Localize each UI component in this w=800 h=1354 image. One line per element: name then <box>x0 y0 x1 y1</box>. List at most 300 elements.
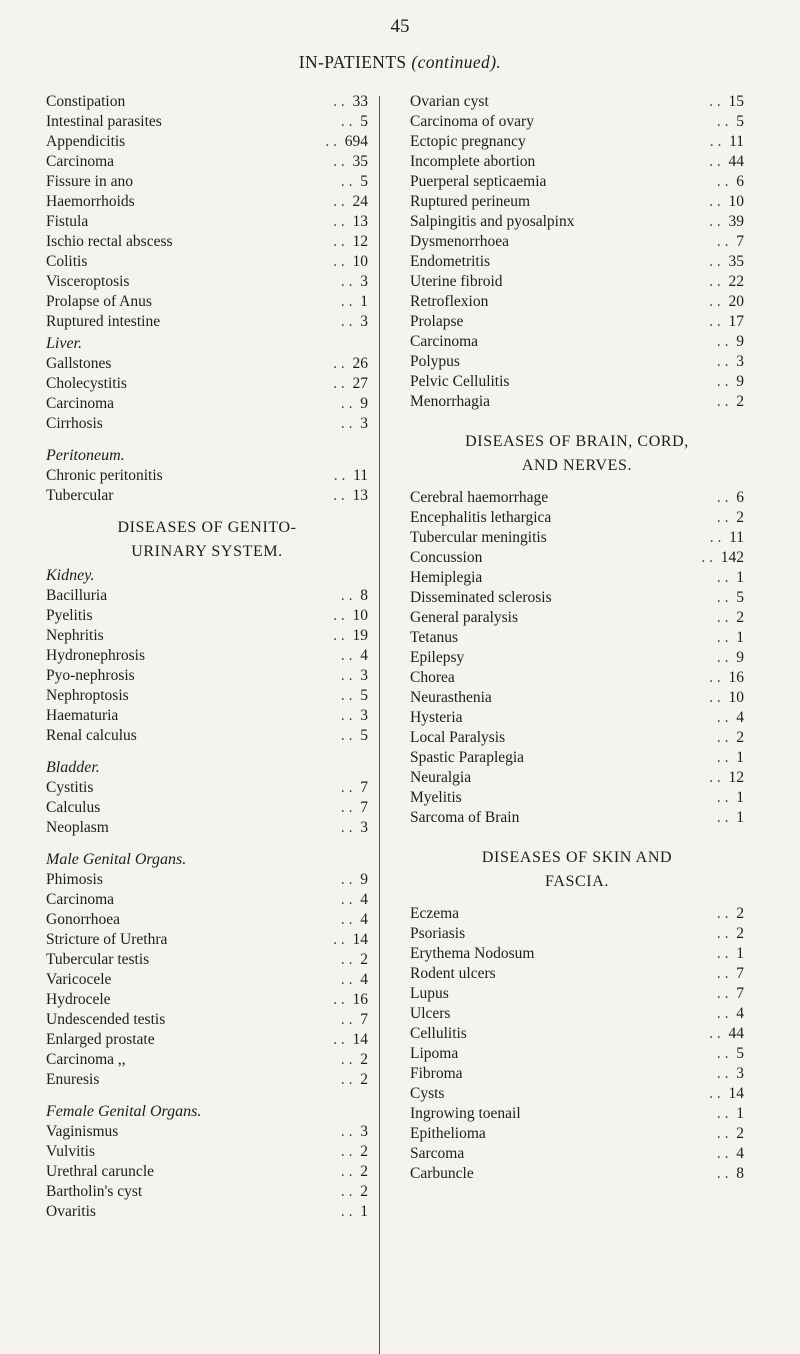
row-label: Ovaritis <box>46 1203 96 1220</box>
subsection-title-male-genital: Male Genital Organs. <box>46 851 187 868</box>
table-row <box>410 964 744 984</box>
row-label: Tetanus <box>410 629 458 646</box>
table-row <box>410 1004 744 1024</box>
row-count: . . 2 <box>306 1050 368 1070</box>
row-count: . . 1 <box>682 808 744 828</box>
table-row <box>46 112 368 132</box>
row-count: . . 4 <box>682 1004 744 1024</box>
table-row <box>410 768 744 788</box>
row-count: . . 6 <box>682 488 744 508</box>
table-row <box>410 232 744 252</box>
table-row <box>410 588 744 608</box>
row-count: . . 26 <box>306 354 368 374</box>
row-label: Cellulitis <box>410 1025 467 1042</box>
row-count: . . 39 <box>682 212 744 232</box>
heading-continued: (continued). <box>411 52 502 72</box>
table-row <box>46 646 368 666</box>
row-count: . . 10 <box>682 688 744 708</box>
row-label: Calculus <box>46 799 101 816</box>
section-title-skin-2: FASCIA. <box>545 873 609 890</box>
table-row <box>410 1104 744 1124</box>
row-count: . . 44 <box>682 152 744 172</box>
table-row <box>410 944 744 964</box>
row-label: Carcinoma <box>46 891 115 908</box>
row-label: Ruptured intestine <box>46 313 161 330</box>
table-row <box>410 728 744 748</box>
row-label: Bartholin's cyst <box>46 1183 143 1200</box>
row-count: . . 13 <box>306 212 368 232</box>
row-label: Phimosis <box>46 871 103 888</box>
row-count: . . 44 <box>682 1024 744 1044</box>
skin-list <box>410 904 744 1184</box>
row-label: Lipoma <box>410 1045 459 1062</box>
row-label: Epilepsy <box>410 649 465 666</box>
table-row <box>46 466 368 486</box>
row-label: Constipation <box>46 93 126 110</box>
table-row <box>410 984 744 1004</box>
row-count: . . 1 <box>306 292 368 312</box>
row-label: Varicocele <box>46 971 112 988</box>
row-label: Cysts <box>410 1085 445 1102</box>
table-row <box>410 688 744 708</box>
row-label: Prolapse <box>410 313 464 330</box>
digestive-list <box>46 92 368 332</box>
table-row <box>410 332 744 352</box>
table-row <box>410 312 744 332</box>
row-count: . . 4 <box>306 890 368 910</box>
row-count: . . 12 <box>306 232 368 252</box>
table-row <box>410 252 744 272</box>
row-count: . . 16 <box>682 668 744 688</box>
table-row <box>410 212 744 232</box>
row-count: . . 2 <box>306 950 368 970</box>
row-count: . . 4 <box>306 910 368 930</box>
row-count: . . 9 <box>306 870 368 890</box>
table-row <box>46 890 368 910</box>
row-count: . . 142 <box>682 548 744 568</box>
row-count: . . 9 <box>682 332 744 352</box>
row-label: Neuralgia <box>410 769 472 786</box>
table-row <box>410 392 744 412</box>
row-label: Rodent ulcers <box>410 965 496 982</box>
row-count: . . 1 <box>682 628 744 648</box>
row-label: Hysteria <box>410 709 463 726</box>
table-row <box>46 132 368 152</box>
row-label: Cystitis <box>46 779 94 796</box>
row-label: Carcinoma ,, <box>46 1051 126 1068</box>
row-label: Sarcoma of Brain <box>410 809 520 826</box>
table-row <box>410 1124 744 1144</box>
table-row <box>410 1164 744 1184</box>
table-row <box>46 1202 368 1222</box>
row-count: . . 1 <box>682 788 744 808</box>
subsection-title-bladder: Bladder. <box>46 759 100 776</box>
row-label: Hydronephrosis <box>46 647 146 664</box>
row-label: Sarcoma <box>410 1145 465 1162</box>
row-label: Ingrowing toenail <box>410 1105 521 1122</box>
row-label: Fissure in ano <box>46 173 133 190</box>
row-label: Fibroma <box>410 1065 463 1082</box>
table-row <box>46 92 368 112</box>
row-count: . . 6 <box>682 172 744 192</box>
row-label: Myelitis <box>410 789 462 806</box>
row-count: . . 7 <box>306 798 368 818</box>
row-label: Carbuncle <box>410 1165 474 1182</box>
row-count: . . 3 <box>306 666 368 686</box>
row-label: Intestinal parasites <box>46 113 162 130</box>
row-count: . . 3 <box>306 818 368 838</box>
row-label: Neurasthenia <box>410 689 492 706</box>
subsection-title-kidney: Kidney. <box>46 567 95 584</box>
row-count: . . 1 <box>682 748 744 768</box>
row-label: Puerperal septicaemia <box>410 173 547 190</box>
table-row <box>46 970 368 990</box>
row-label: Local Paralysis <box>410 729 506 746</box>
row-label: Appendicitis <box>46 133 126 150</box>
table-row <box>46 1122 368 1142</box>
row-label: Ischio rectal abscess <box>46 233 173 250</box>
row-label: Epithelioma <box>410 1125 486 1142</box>
row-count: . . 10 <box>682 192 744 212</box>
table-row <box>410 528 744 548</box>
row-label: Uterine fibroid <box>410 273 503 290</box>
table-row <box>46 950 368 970</box>
table-row <box>46 586 368 606</box>
row-count: . . 4 <box>682 708 744 728</box>
table-row <box>46 192 368 212</box>
row-count: . . 4 <box>682 1144 744 1164</box>
row-label: Spastic Paraplegia <box>410 749 525 766</box>
row-count: . . 11 <box>682 528 744 548</box>
row-label: Endometritis <box>410 253 491 270</box>
table-row <box>46 354 368 374</box>
row-count: . . 10 <box>306 606 368 626</box>
table-row <box>46 172 368 192</box>
table-row <box>46 990 368 1010</box>
table-row <box>410 788 744 808</box>
row-label: Menorrhagia <box>410 393 491 410</box>
table-row <box>46 606 368 626</box>
row-label: Vaginismus <box>46 1123 119 1140</box>
row-label: Nephroptosis <box>46 687 129 704</box>
table-row <box>46 486 368 506</box>
table-row <box>46 686 368 706</box>
section-title-brain-1: DISEASES OF BRAIN, CORD, <box>465 433 689 450</box>
row-count: . . 3 <box>682 352 744 372</box>
row-count: . . 19 <box>306 626 368 646</box>
row-count: . . 1 <box>682 568 744 588</box>
table-row <box>46 232 368 252</box>
row-label: Tubercular testis <box>46 951 150 968</box>
table-row <box>410 808 744 828</box>
row-count: . . 22 <box>682 272 744 292</box>
row-label: Colitis <box>46 253 88 270</box>
subsection-title-liver: Liver. <box>46 335 82 352</box>
row-count: . . 13 <box>306 486 368 506</box>
row-count: . . 27 <box>306 374 368 394</box>
row-count: . . 5 <box>682 1044 744 1064</box>
row-label: Vulvitis <box>46 1143 96 1160</box>
section-title-brain-2: AND NERVES. <box>521 457 633 474</box>
row-count: . . 2 <box>682 1124 744 1144</box>
row-count: . . 5 <box>306 172 368 192</box>
table-row <box>46 152 368 172</box>
table-row <box>46 930 368 950</box>
table-row <box>46 252 368 272</box>
table-row <box>46 1182 368 1202</box>
row-count: . . 3 <box>682 1064 744 1084</box>
row-count: . . 8 <box>682 1164 744 1184</box>
table-row <box>410 192 744 212</box>
row-label: Nephritis <box>46 627 104 644</box>
row-count: . . 4 <box>306 970 368 990</box>
table-row <box>410 292 744 312</box>
table-row <box>46 870 368 890</box>
section-title-genito-urinary-2: URINARY SYSTEM. <box>131 543 283 560</box>
table-row <box>410 92 744 112</box>
row-label: Erythema Nodosum <box>410 945 535 962</box>
bladder-list <box>46 778 368 838</box>
row-count: . . 11 <box>682 132 744 152</box>
row-count: . . 7 <box>682 232 744 252</box>
male-genital-list <box>46 870 368 1090</box>
row-count: . . 4 <box>306 646 368 666</box>
row-label: Polypus <box>410 353 460 370</box>
row-count: . . 2 <box>306 1142 368 1162</box>
table-row <box>410 112 744 132</box>
table-row <box>410 648 744 668</box>
row-label: Carcinoma <box>46 153 115 170</box>
row-label: Carcinoma <box>46 395 115 412</box>
table-row <box>410 1144 744 1164</box>
row-count: . . 2 <box>682 728 744 748</box>
subsection-title-peritoneum: Peritoneum. <box>46 447 125 464</box>
female-genital-list <box>46 1122 368 1222</box>
page-heading <box>0 52 800 73</box>
section-title-skin-1: DISEASES OF SKIN AND <box>481 849 673 866</box>
row-label: Psoriasis <box>410 925 466 942</box>
table-row <box>410 904 744 924</box>
row-count: . . 694 <box>306 132 368 152</box>
row-count: . . 2 <box>682 392 744 412</box>
row-label: Cholecystitis <box>46 375 127 392</box>
heading-main: IN-PATIENTS <box>298 52 407 72</box>
table-row <box>410 568 744 588</box>
table-row <box>410 172 744 192</box>
table-row <box>410 372 744 392</box>
row-count: . . 2 <box>682 924 744 944</box>
table-row <box>410 708 744 728</box>
row-count: . . 3 <box>306 312 368 332</box>
table-row <box>46 1050 368 1070</box>
row-count: . . 2 <box>682 508 744 528</box>
row-label: Haematuria <box>46 707 119 724</box>
row-label: Stricture of Urethra <box>46 931 168 948</box>
table-row <box>410 352 744 372</box>
row-count: . . 33 <box>306 92 368 112</box>
row-count: . . 2 <box>682 608 744 628</box>
row-label: Neoplasm <box>46 819 109 836</box>
row-label: Pyelitis <box>46 607 93 624</box>
row-label: Carcinoma <box>410 333 479 350</box>
row-label: Bacilluria <box>46 587 108 604</box>
row-label: Carcinoma of ovary <box>410 113 534 130</box>
table-row <box>46 414 368 434</box>
row-label: Cerebral haemorrhage <box>410 489 549 506</box>
table-row <box>46 818 368 838</box>
table-row <box>410 1064 744 1084</box>
row-label: Retroflexion <box>410 293 489 310</box>
table-row <box>46 272 368 292</box>
row-count: . . 8 <box>306 586 368 606</box>
table-row <box>46 312 368 332</box>
row-count: . . 1 <box>682 944 744 964</box>
female-genital-continued-list <box>410 92 744 412</box>
table-row <box>46 626 368 646</box>
row-count: . . 3 <box>306 414 368 434</box>
row-count: . . 5 <box>306 686 368 706</box>
row-label: Urethral caruncle <box>46 1163 155 1180</box>
row-label: Salpingitis and pyosalpinx <box>410 213 575 230</box>
page-number: 45 <box>390 16 410 37</box>
table-row <box>410 548 744 568</box>
row-label: Ulcers <box>410 1005 451 1022</box>
table-row <box>46 374 368 394</box>
row-count: . . 1 <box>306 1202 368 1222</box>
table-row <box>410 1024 744 1044</box>
row-count: . . 11 <box>306 466 368 486</box>
table-row <box>410 152 744 172</box>
row-count: . . 7 <box>306 1010 368 1030</box>
row-label: Hemiplegia <box>410 569 483 586</box>
row-label: Undescended testis <box>46 1011 166 1028</box>
table-row <box>410 608 744 628</box>
row-count: . . 12 <box>682 768 744 788</box>
row-label: Pyo-nephrosis <box>46 667 135 684</box>
row-count: . . 1 <box>682 1104 744 1124</box>
table-row <box>410 924 744 944</box>
peritoneum-list <box>46 466 368 506</box>
row-count: . . 14 <box>306 930 368 950</box>
column-divider <box>379 96 380 1354</box>
row-count: . . 5 <box>682 588 744 608</box>
table-row <box>46 666 368 686</box>
row-label: Gallstones <box>46 355 112 372</box>
table-row <box>46 1010 368 1030</box>
row-label: Hydrocele <box>46 991 111 1008</box>
row-label: Prolapse of Anus <box>46 293 152 310</box>
row-count: . . 7 <box>306 778 368 798</box>
row-count: . . 10 <box>306 252 368 272</box>
row-label: Chorea <box>410 669 455 686</box>
table-row <box>46 706 368 726</box>
row-count: . . 5 <box>682 112 744 132</box>
row-count: . . 5 <box>306 112 368 132</box>
row-label: Encephalitis lethargica <box>410 509 552 526</box>
brain-list <box>410 488 744 828</box>
table-row <box>46 1030 368 1050</box>
row-count: . . 3 <box>306 272 368 292</box>
section-title-genito-urinary-1: DISEASES OF GENITO- <box>117 519 297 536</box>
table-row <box>46 394 368 414</box>
row-label: Tubercular meningitis <box>410 529 547 546</box>
left-column <box>46 92 368 1222</box>
row-label: Pelvic Cellulitis <box>410 373 510 390</box>
row-count: . . 35 <box>306 152 368 172</box>
row-label: General paralysis <box>410 609 519 626</box>
row-label: Ectopic pregnancy <box>410 133 526 150</box>
row-count: . . 2 <box>306 1182 368 1202</box>
row-label: Dysmenorrhoea <box>410 233 509 250</box>
table-row <box>410 272 744 292</box>
row-count: . . 17 <box>682 312 744 332</box>
table-row <box>46 726 368 746</box>
table-row <box>46 910 368 930</box>
subsection-title-female-genital: Female Genital Organs. <box>46 1103 202 1120</box>
row-count: . . 20 <box>682 292 744 312</box>
row-count: . . 14 <box>306 1030 368 1050</box>
row-label: Renal calculus <box>46 727 137 744</box>
row-count: . . 2 <box>306 1162 368 1182</box>
table-row <box>410 1044 744 1064</box>
row-count: . . 2 <box>306 1070 368 1090</box>
row-count: . . 16 <box>306 990 368 1010</box>
table-row <box>46 778 368 798</box>
row-label: Ruptured perineum <box>410 193 531 210</box>
row-count: . . 24 <box>306 192 368 212</box>
row-label: Gonorrhoea <box>46 911 121 928</box>
row-label: Enlarged prostate <box>46 1031 155 1048</box>
row-label: Eczema <box>410 905 460 922</box>
row-label: Concussion <box>410 549 483 566</box>
liver-list <box>46 354 368 434</box>
row-count: . . 9 <box>306 394 368 414</box>
table-row <box>46 1162 368 1182</box>
row-label: Disseminated sclerosis <box>410 589 552 606</box>
row-count: . . 14 <box>682 1084 744 1104</box>
row-label: Chronic peritonitis <box>46 467 163 484</box>
row-label: Enuresis <box>46 1071 100 1088</box>
table-row <box>46 798 368 818</box>
table-row <box>410 488 744 508</box>
row-label: Lupus <box>410 985 449 1002</box>
row-count: . . 7 <box>682 964 744 984</box>
table-row <box>410 748 744 768</box>
kidney-list <box>46 586 368 746</box>
row-count: . . 9 <box>682 648 744 668</box>
table-row <box>46 292 368 312</box>
table-row <box>410 132 744 152</box>
row-count: . . 15 <box>682 92 744 112</box>
table-row <box>410 668 744 688</box>
row-label: Tubercular <box>46 487 114 504</box>
table-row <box>410 508 744 528</box>
row-label: Haemorrhoids <box>46 193 135 210</box>
row-label: Fistula <box>46 213 89 230</box>
row-label: Incomplete abortion <box>410 153 536 170</box>
table-row <box>410 628 744 648</box>
row-label: Ovarian cyst <box>410 93 489 110</box>
row-count: . . 3 <box>306 1122 368 1142</box>
row-count: . . 5 <box>306 726 368 746</box>
row-count: . . 3 <box>306 706 368 726</box>
table-row <box>46 1070 368 1090</box>
table-row <box>46 212 368 232</box>
right-column <box>410 92 744 1184</box>
row-count: . . 7 <box>682 984 744 1004</box>
table-row <box>410 1084 744 1104</box>
row-label: Visceroptosis <box>46 273 130 290</box>
